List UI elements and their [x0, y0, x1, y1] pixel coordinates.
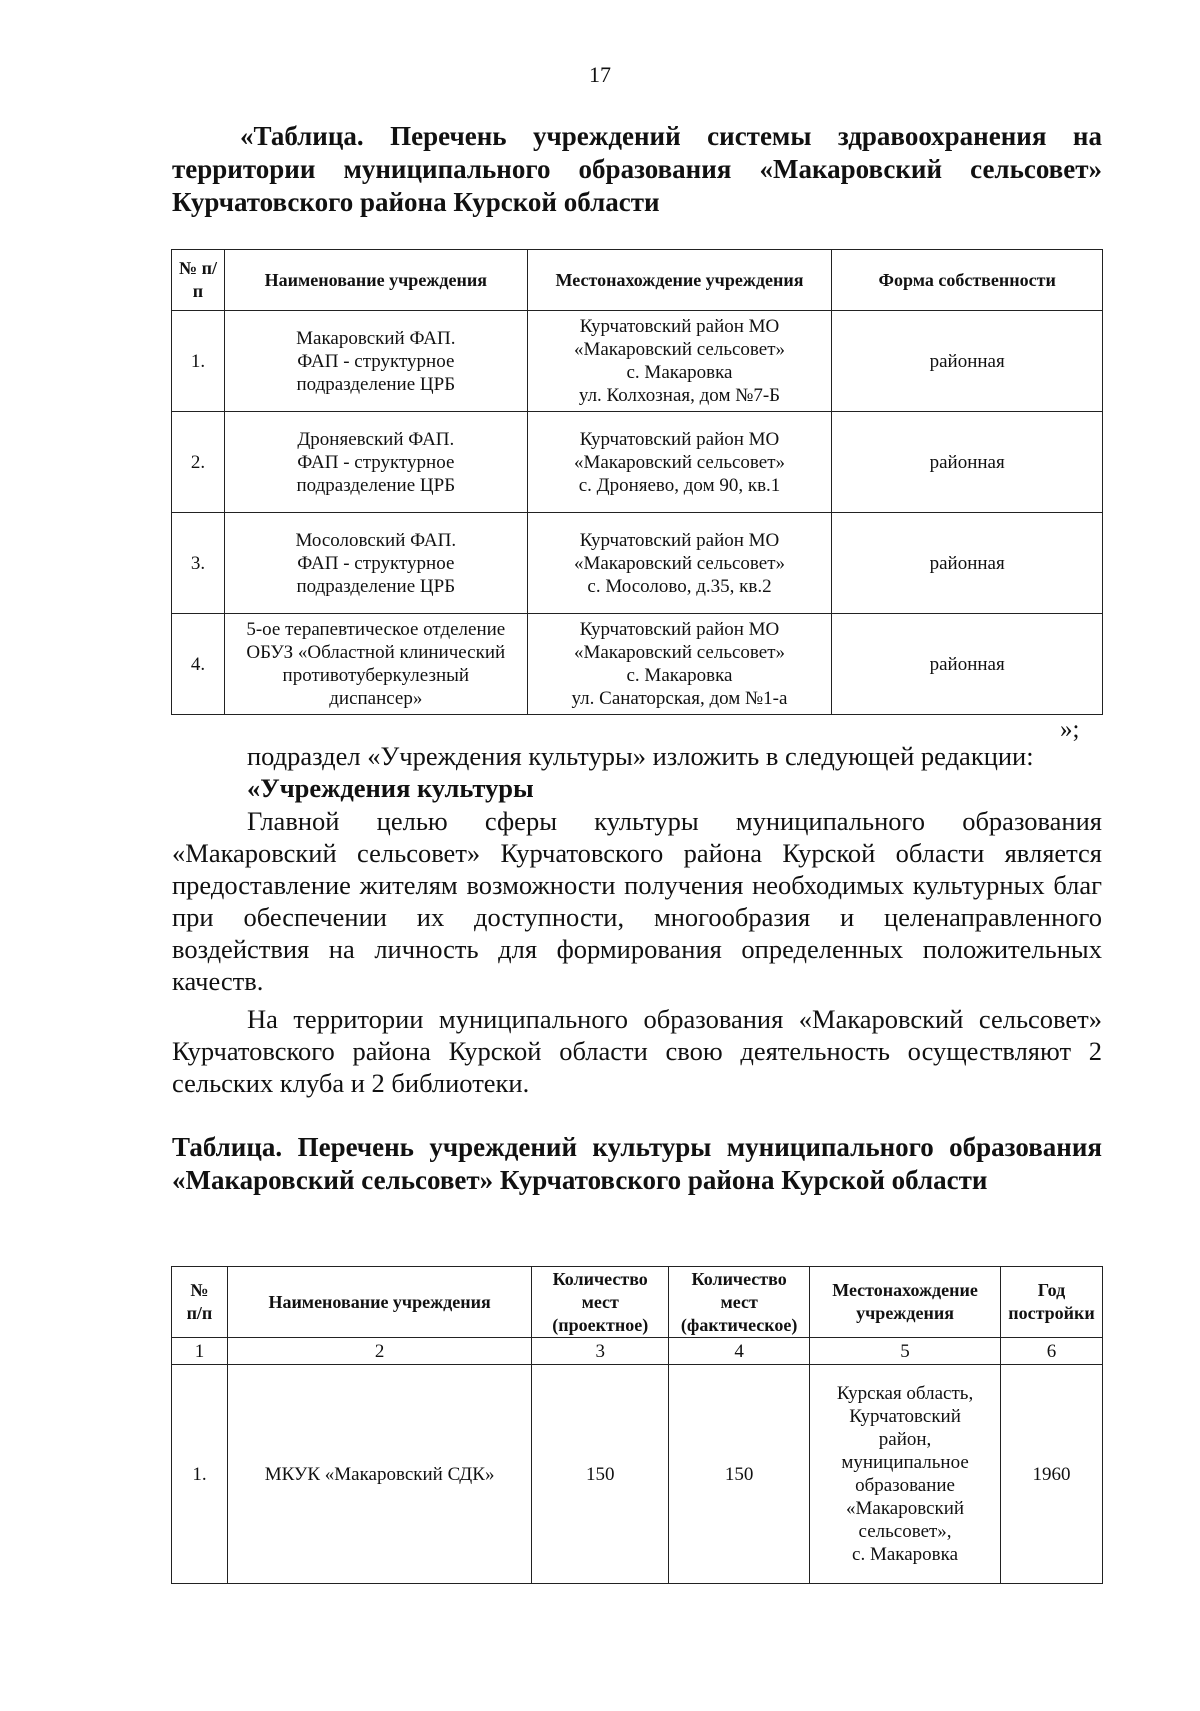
header-line: Год [1037, 1280, 1066, 1300]
header-seats-project [532, 1267, 669, 1338]
name-line: подразделение ЦРБ [296, 474, 456, 496]
row-number: 1. [172, 311, 225, 412]
header-number [172, 1267, 228, 1338]
name-line: Мосоловский ФАП. [295, 529, 457, 551]
column-index: 4 [669, 1338, 810, 1365]
institution-location [527, 412, 832, 513]
institution-name [224, 614, 527, 715]
health-table-title: «Таблица. Перечень учреждений системы здравоохранения на территории муниципального образования «Макаровский сельсовет» Курчатовского района Курской области [172, 121, 1102, 217]
health-institutions-table [171, 249, 1103, 715]
header-year [1000, 1267, 1102, 1338]
institution-name [224, 412, 527, 513]
header-line: учреждения [856, 1303, 954, 1323]
name-line: 5-ое терапевтическое отделение [246, 619, 506, 640]
header-line: (фактическое) [680, 1314, 798, 1335]
table-row [172, 412, 1103, 513]
location-line: сельсовет», [858, 1521, 952, 1542]
culture-institutions-table [171, 1266, 1103, 1584]
table-row [172, 1365, 1103, 1584]
location-line: Курчатовский район МО [579, 619, 780, 640]
institution-location [527, 614, 832, 715]
location-line: Курчатовский район МО [579, 428, 780, 450]
header-line: Наименование учреждения [268, 1291, 491, 1312]
table-header-row [172, 1267, 1103, 1338]
page-number: 17 [589, 62, 611, 87]
location-line: «Макаровский сельсовет» [573, 552, 786, 574]
location-line: Курчатовский район МО [579, 529, 780, 551]
ownership-form: районная [832, 614, 1103, 715]
location-line: с. Мосолово, д.35, кв.2 [587, 575, 772, 597]
subsection-instruction: подраздел «Учреждения культуры» изложить в следующей редакции: [247, 741, 1034, 771]
location-line: с. Макаровка [626, 362, 733, 383]
header-number [172, 250, 225, 311]
location-line: с. Дроняево, дом 90, кв.1 [578, 474, 781, 496]
paragraph-2: На территории муниципального образования «Макаровский сельсовет» Курчатовского района Курской области свою деятельность осуществляют 2 сельских клуба и 2 библиотеки. [172, 1004, 1102, 1098]
location-line: муниципальное [841, 1452, 969, 1473]
name-line: противотуберкулезный [282, 665, 470, 686]
location-line: с. Макаровка [626, 665, 733, 686]
table-row [172, 513, 1103, 614]
header-ownership: Форма собственности [832, 250, 1103, 311]
column-index: 6 [1000, 1338, 1102, 1365]
header-line: мест [581, 1291, 619, 1312]
section-heading: «Учреждения культуры [247, 773, 534, 803]
location-line: с. Макаровка [852, 1544, 959, 1565]
location-line: Курчатовский район МО [579, 316, 780, 337]
location-line: «Макаровский сельсовет» [573, 339, 786, 360]
header-line: Количество [552, 1268, 648, 1289]
header-line: п/п [186, 1303, 213, 1323]
culture-table-title: Таблица. Перечень учреждений культуры муниципального образования «Макаровский сельсовет» Курчатовского района Курской области [172, 1132, 1102, 1195]
table-header-row [172, 250, 1103, 311]
column-index-row [172, 1338, 1103, 1365]
institution-name [224, 513, 527, 614]
name-line: диспансер» [329, 688, 423, 709]
location-line: «Макаровский [846, 1498, 965, 1519]
row-number: 1. [172, 1365, 228, 1584]
row-number: 4. [172, 614, 225, 715]
column-index: 2 [227, 1338, 531, 1365]
location-line: район, [878, 1429, 932, 1450]
header-line: № [190, 1280, 209, 1300]
name-line: Макаровский ФАП. [296, 327, 456, 349]
header-name: Наименование учреждения [224, 250, 527, 311]
header-line: постройки [1008, 1303, 1095, 1323]
ownership-form: районная [832, 311, 1103, 412]
header-line: Количество [691, 1268, 787, 1289]
table-row [172, 311, 1103, 412]
header-location: Местонахождение учреждения [527, 250, 832, 311]
institution-name: МКУК «Макаровский СДК» [227, 1365, 531, 1584]
institution-location [527, 311, 832, 412]
construction-year: 1960 [1000, 1365, 1102, 1584]
location-line: ул. Колхозная, дом №7-Б [578, 385, 781, 406]
row-number: 2. [172, 412, 225, 513]
name-line: ОБУЗ «Областной клинический [246, 642, 506, 663]
header-number-sign: № п/п [178, 258, 217, 301]
location-line: Курчатовский [849, 1406, 961, 1427]
name-line: Дроняевский ФАП. [297, 428, 455, 450]
institution-name [224, 311, 527, 412]
location-line: ул. Санаторская, дом №1-а [571, 688, 788, 709]
location-line: Курская область, [836, 1383, 974, 1404]
paragraph-1: Главной целью сферы культуры муниципального образования «Макаровский сельсовет» Курчатовского района Курской области является предоставление жителям возможности получения необходимых культурных благ при обеспечении их доступности, многообразия и целенаправленного воздействия на личность для формирования определенных положительных качеств. [172, 806, 1102, 996]
header-location [810, 1267, 1001, 1338]
column-index: 5 [810, 1338, 1001, 1365]
location-line: «Макаровский сельсовет» [573, 451, 786, 473]
seats-actual: 150 [669, 1365, 810, 1584]
header-name [227, 1267, 531, 1338]
name-line: подразделение ЦРБ [296, 575, 456, 597]
name-line: ФАП - структурное [297, 350, 455, 372]
ownership-form: районная [832, 513, 1103, 614]
column-index: 1 [172, 1338, 228, 1365]
column-index: 3 [532, 1338, 669, 1365]
header-line: мест [720, 1291, 758, 1312]
ownership-form: районная [832, 412, 1103, 513]
closing-quote: »; [1060, 716, 1080, 743]
institution-location [810, 1365, 1001, 1584]
name-line: ФАП - структурное [297, 552, 455, 574]
row-number: 3. [172, 513, 225, 614]
header-line: (проектное) [552, 1314, 649, 1335]
institution-location [527, 513, 832, 614]
location-line: «Макаровский сельсовет» [573, 642, 786, 663]
name-line: ФАП - структурное [297, 451, 455, 473]
header-seats-actual [669, 1267, 810, 1338]
seats-project: 150 [532, 1365, 669, 1584]
name-line: подразделение ЦРБ [296, 373, 456, 395]
table-row [172, 614, 1103, 715]
location-line: образование [855, 1475, 955, 1496]
header-line: Местонахождение [832, 1280, 978, 1300]
